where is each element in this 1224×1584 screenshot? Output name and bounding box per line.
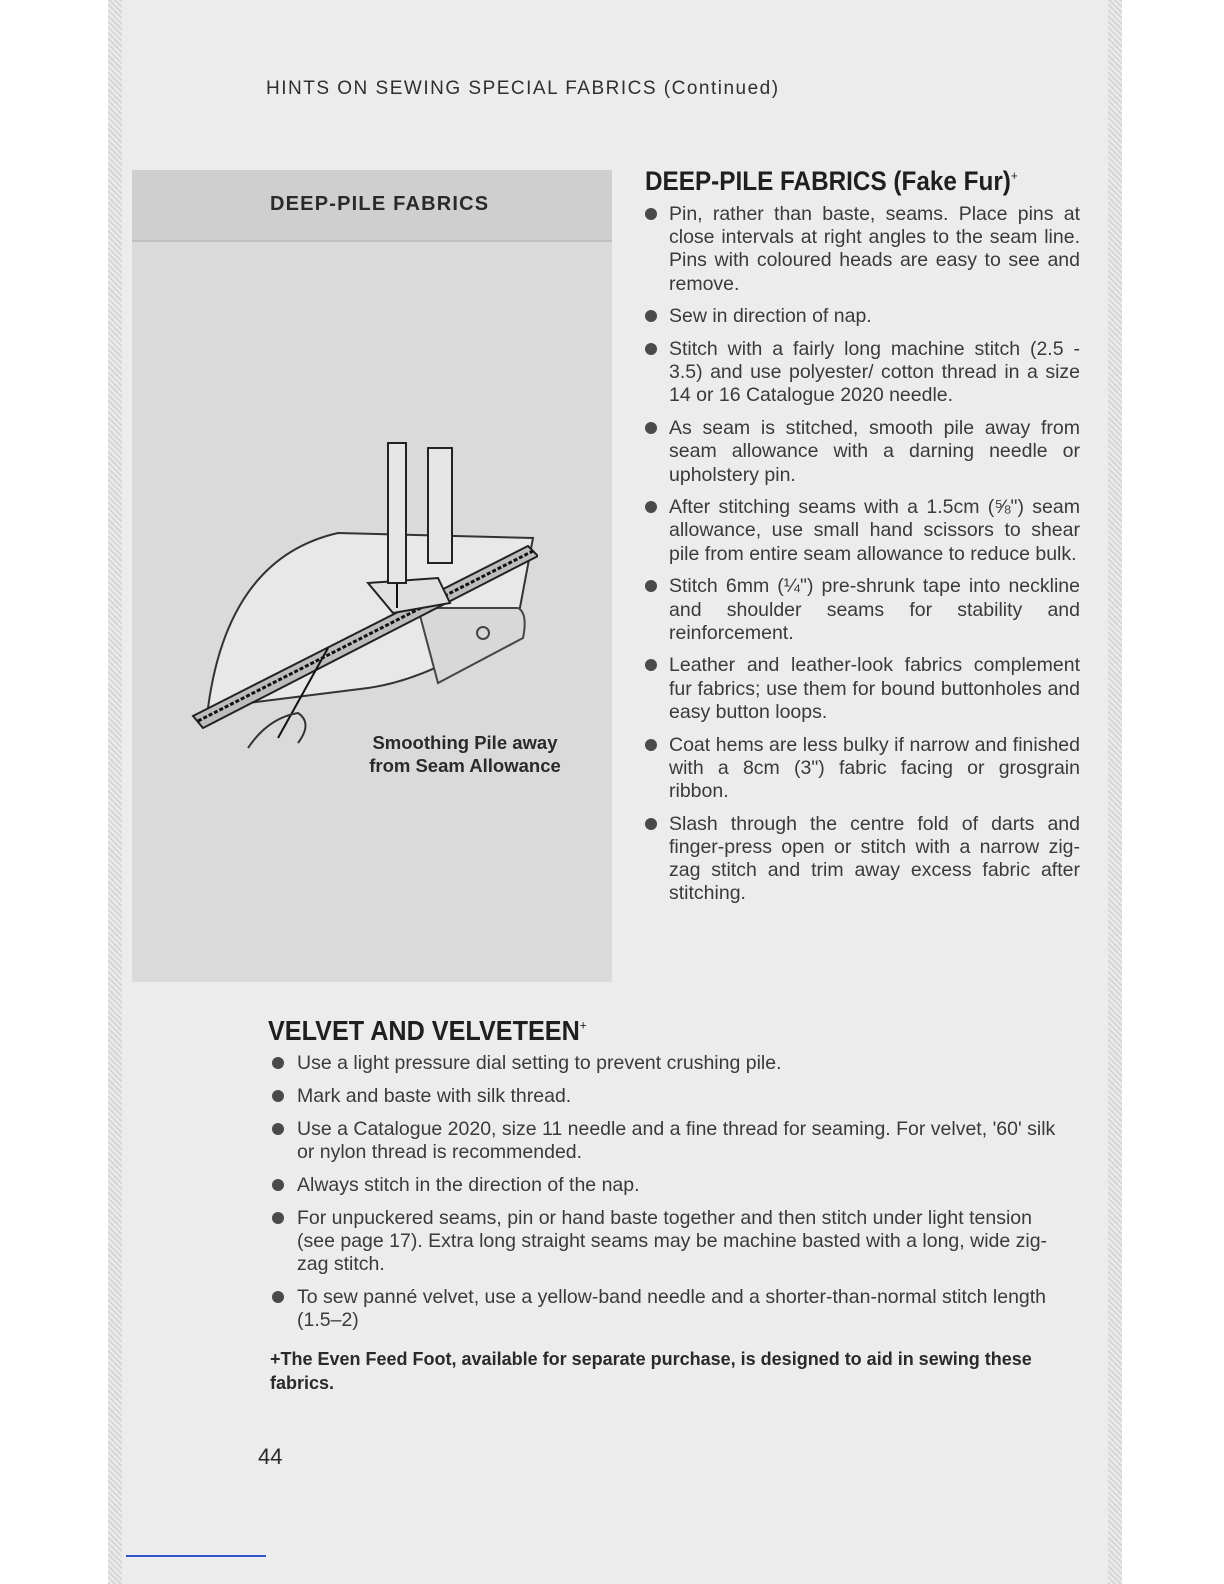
list-item: After stitching seams with a 1.5cm (⅝") seam allowance, use small hand scissors to shear pile from entire seam allowance to reduce bulk.: [643, 496, 1080, 566]
list-item: Coat hems are less bulky if narrow and finished with a 8cm (3") fabric facing or grosgrain ribbon.: [643, 734, 1080, 804]
bullet-icon: [272, 1291, 284, 1303]
illustration-caption: [340, 731, 590, 777]
hand-outline: [248, 713, 306, 748]
deep-pile-heading-text: DEEP-PILE FABRICS (Fake Fur): [645, 166, 1011, 196]
scan-link-underline: [126, 1555, 266, 1557]
bullet-icon: [645, 659, 657, 671]
presser-bar: [428, 448, 452, 563]
bullet-icon: [272, 1179, 284, 1191]
list-item: Leather and leather-look fabrics complement fur fabrics; use them for bound buttonholes and easy button loops.: [643, 654, 1080, 724]
bullet-icon: [645, 422, 657, 434]
scan-edge-right: [1108, 0, 1122, 1584]
list-item: Stitch with a fairly long machine stitch (2.5 - 3.5) and use polyester/ cotton thread in a size 14 or 16 Catalogue 2020 needle.: [643, 338, 1080, 408]
bullet-icon: [272, 1057, 284, 1069]
bullet-icon: [645, 501, 657, 513]
footnote: +The Even Feed Foot, available for separate purchase, is designed to aid in sewing these fabrics.: [270, 1349, 1032, 1393]
bullet-icon: [272, 1212, 284, 1224]
bullet-icon: [645, 343, 657, 355]
velvet-heading-text: VELVET AND VELVETEEN: [268, 1015, 580, 1046]
bullet-icon: [272, 1123, 284, 1135]
list-item: For unpuckered seams, pin or hand baste together and then stitch under light tension (see page 17). Extra long straight seams may be machine basted with a long, wide zig-zag stitch.: [270, 1207, 1075, 1276]
page-number: 44: [258, 1444, 283, 1469]
panel-title: DEEP-PILE FABRICS: [270, 193, 490, 215]
list-item: Slash through the centre fold of darts and finger-press open or stitch with a narrow zig-zag stitch and trim away excess fabric after stitching.: [643, 813, 1080, 906]
list-item: Use a light pressure dial setting to prevent crushing pile.: [270, 1052, 1075, 1075]
list-item: Pin, rather than baste, seams. Place pins at close intervals at right angles to the seam line. Pins with coloured heads are easy to see and remove.: [643, 203, 1080, 296]
velvet-tips: [270, 1052, 1075, 1342]
caption-line-1: Smoothing Pile away: [372, 732, 558, 753]
velvet-heading: [268, 1015, 587, 1047]
list-item: To sew panné velvet, use a yellow-band needle and a shorter-than-normal stitch length (1.5–2): [270, 1286, 1075, 1332]
needle-plate: [418, 608, 525, 683]
bullet-icon: [645, 310, 657, 322]
list-item: Mark and baste with silk thread.: [270, 1085, 1075, 1108]
bullet-icon: [645, 739, 657, 751]
deep-pile-tips: [643, 203, 1080, 915]
deep-pile-heading: [645, 166, 1018, 197]
scan-edge-left: [108, 0, 122, 1584]
footnote-mark: +: [579, 1017, 587, 1033]
footnote-mark: +: [1010, 168, 1018, 183]
needle-bar: [388, 443, 406, 583]
list-item: Sew in direction of nap.: [643, 305, 1080, 328]
list-item: Always stitch in the direction of the nap.: [270, 1174, 1075, 1197]
bullet-icon: [272, 1090, 284, 1102]
sewing-machine-illustration: [188, 438, 538, 758]
list-item: Stitch 6mm (¼") pre-shrunk tape into neckline and shoulder seams for stability and reinforcement.: [643, 575, 1080, 645]
list-item: As seam is stitched, smooth pile away from seam allowance with a darning needle or upholstery pin.: [643, 417, 1080, 487]
page-header: HINTS ON SEWING SPECIAL FABRICS (Continued): [266, 78, 780, 99]
bullet-icon: [645, 580, 657, 592]
bullet-icon: [645, 208, 657, 220]
list-item: Use a Catalogue 2020, size 11 needle and a fine thread for seaming. For velvet, '60' silk or nylon thread is recommended.: [270, 1118, 1075, 1164]
bullet-icon: [645, 818, 657, 830]
caption-line-2: from Seam Allowance: [369, 755, 561, 776]
